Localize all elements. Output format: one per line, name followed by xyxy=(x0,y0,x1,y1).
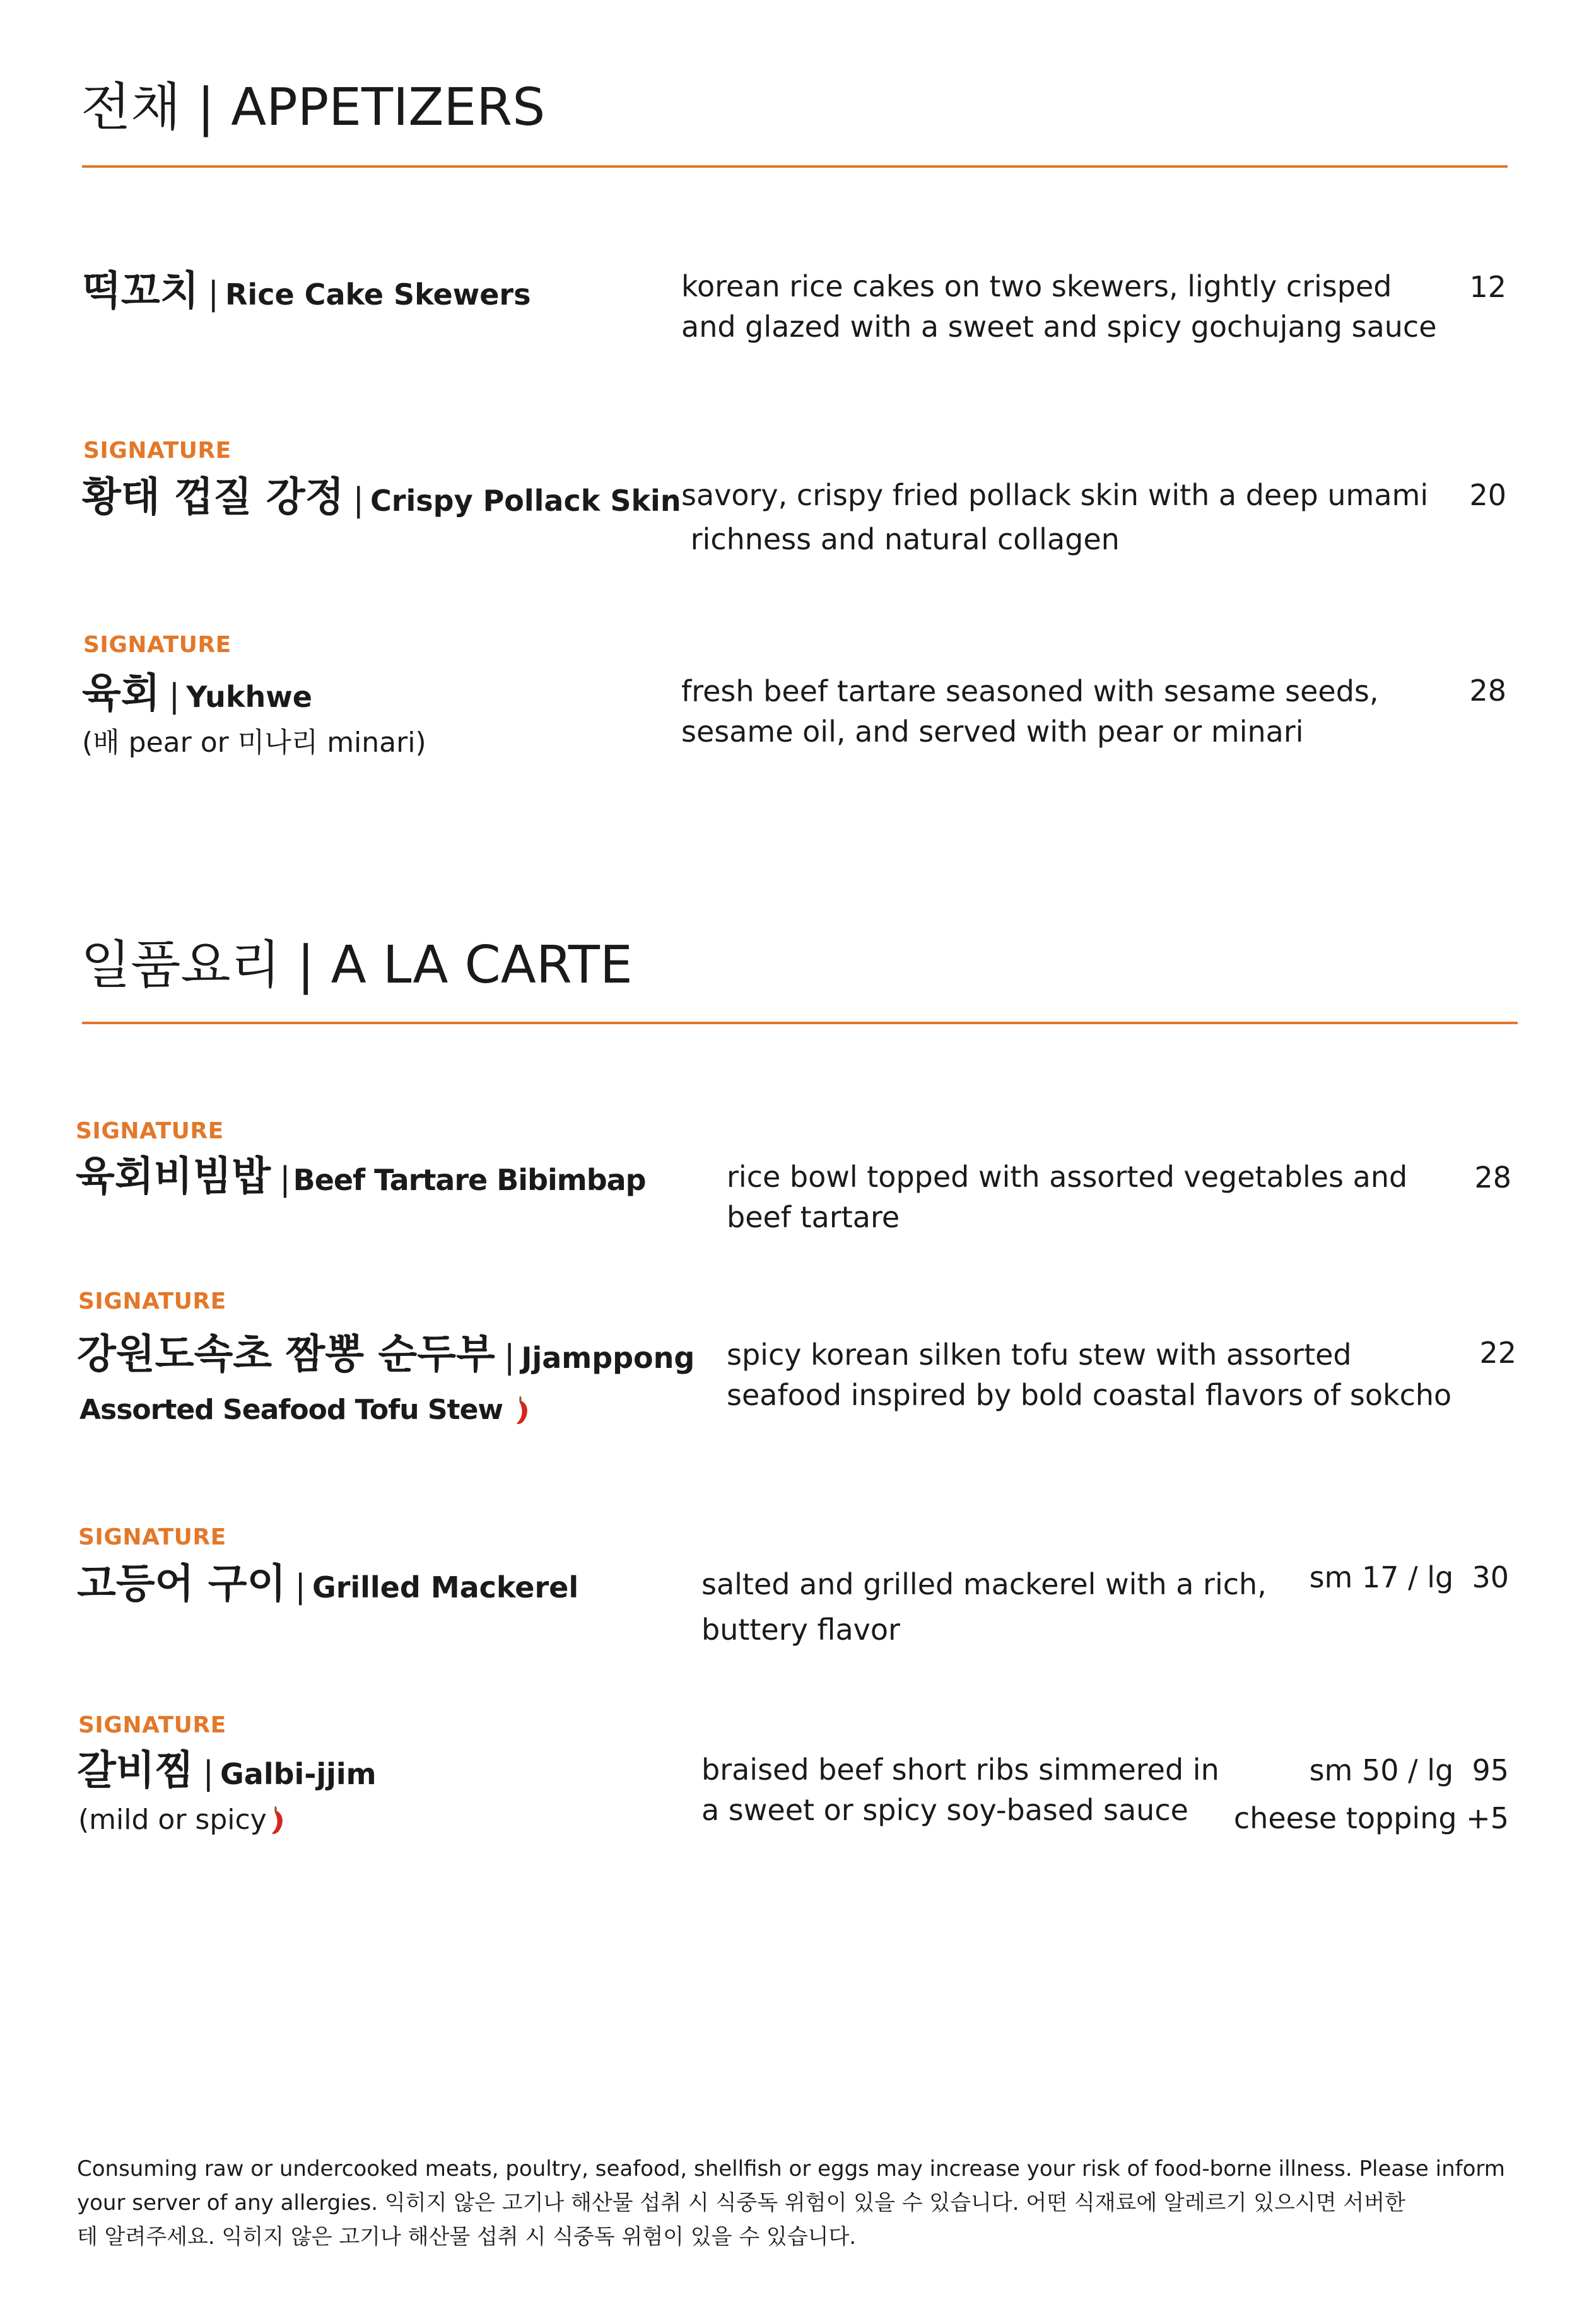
item-subtitle-text: (mild or spicy xyxy=(78,1804,267,1836)
description-line: a sweet or spicy soy-based sauce xyxy=(701,1793,1188,1827)
item-korean-name: 육회 xyxy=(82,670,160,717)
signature-tag: SIGNATURE xyxy=(83,632,232,658)
signature-tag: SIGNATURE xyxy=(83,438,232,464)
item-english-name: Yukhwe xyxy=(186,680,312,714)
item-description xyxy=(727,1334,1451,1415)
name-separator: | xyxy=(168,677,180,715)
item-price: 22 xyxy=(1479,1336,1516,1370)
disclaimer-line: 테 알려주세요. 익히지 않은 고기나 해산물 섭취 시 식중독 위험이 있을 수 있습니다. xyxy=(77,2224,857,2250)
item-description xyxy=(701,1749,1219,1830)
chili-pepper-icon xyxy=(514,1395,531,1425)
item-price: sm 50 / lg 95 xyxy=(1309,1753,1509,1787)
disclaimer-line: your server of any allergies. 익히지 않은 고기나 해산물 섭취 시 식중독 위험이 있을 수 있습니다. 어떤 식재료에 알레르기 있으시면 서버한 xyxy=(77,2190,1405,2216)
description-line: savory, crispy fried pollack skin with a deep umami xyxy=(681,478,1429,512)
item-description xyxy=(727,1157,1407,1237)
item-description xyxy=(701,1562,1267,1652)
item-price-extra: cheese topping +5 xyxy=(1233,1801,1509,1835)
item-price: 28 xyxy=(1469,674,1506,708)
menu-item-name-jjamppong xyxy=(77,1331,695,1378)
allergy-disclaimer xyxy=(77,2152,1505,2254)
description-line: salted and grilled mackerel with a rich, xyxy=(701,1567,1267,1601)
item-description xyxy=(681,266,1437,347)
menu-item-name-rice-cake-skewers xyxy=(82,268,531,315)
description-line: and glazed with a sweet and spicy gochujang sauce xyxy=(681,310,1437,344)
description-line: sesame oil, and served with pear or minari xyxy=(681,715,1304,749)
menu-item-name-yukhwe xyxy=(82,670,312,717)
item-korean-name: 육회비빔밥 xyxy=(76,1153,271,1200)
name-separator: | xyxy=(202,1755,214,1792)
section-title-alacarte: 일품요리 | A LA CARTE xyxy=(81,935,633,995)
item-price: 28 xyxy=(1474,1160,1511,1194)
item-description xyxy=(681,671,1379,752)
item-description xyxy=(681,473,1428,561)
section-title-appetizers: 전채 | APPETIZERS xyxy=(81,78,546,137)
item-subtitle xyxy=(78,1805,286,1835)
menu-item-name-beef-tartare-bibimbap xyxy=(76,1153,646,1200)
description-line: korean rice cakes on two skewers, lightly crisped xyxy=(681,269,1392,303)
item-korean-name: 갈비찜 xyxy=(77,1748,194,1794)
signature-tag: SIGNATURE xyxy=(78,1288,226,1314)
menu-item-name-grilled-mackerel xyxy=(77,1561,579,1608)
item-price: sm 17 / lg 30 xyxy=(1309,1560,1509,1594)
item-subtitle xyxy=(79,1395,531,1425)
section-divider-alacarte xyxy=(82,1022,1518,1024)
item-subtitle-text: Assorted Seafood Tofu Stew xyxy=(79,1394,503,1426)
section-divider-appetizers xyxy=(82,165,1508,168)
item-korean-name: 떡꼬치 xyxy=(82,268,199,315)
name-separator: | xyxy=(208,275,220,313)
description-line: buttery flavor xyxy=(701,1613,900,1647)
item-price: 20 xyxy=(1469,478,1506,512)
description-line: seafood inspired by bold coastal flavors of sokcho xyxy=(727,1378,1452,1412)
name-separator: | xyxy=(503,1338,515,1376)
chili-pepper-icon xyxy=(269,1805,286,1835)
item-english-name: Crispy Pollack Skin xyxy=(370,484,681,518)
description-line: richness and natural collagen xyxy=(681,522,1120,556)
signature-tag: SIGNATURE xyxy=(76,1118,224,1144)
item-english-name: Rice Cake Skewers xyxy=(225,277,531,312)
description-line: fresh beef tartare seasoned with sesame seeds, xyxy=(681,674,1379,708)
item-english-name: Jjamppong xyxy=(521,1341,695,1375)
description-line: beef tartare xyxy=(727,1200,900,1234)
name-separator: | xyxy=(295,1568,306,1606)
signature-tag: SIGNATURE xyxy=(78,1712,226,1738)
disclaimer-line: Consuming raw or undercooked meats, poultry, seafood, shellfish or eggs may increase your risk of food-borne illness. Please inform xyxy=(77,2156,1505,2181)
name-separator: | xyxy=(353,481,365,519)
description-line: spicy korean silken tofu stew with assorted xyxy=(727,1338,1352,1372)
item-price: 12 xyxy=(1469,270,1506,304)
item-korean-name: 황태 껍질 강정 xyxy=(82,474,344,521)
item-english-name: Galbi-jjim xyxy=(220,1757,377,1791)
menu-item-name-crispy-pollack-skin xyxy=(82,474,681,521)
description-line: braised beef short ribs simmered in xyxy=(701,1753,1219,1787)
name-separator: | xyxy=(279,1160,291,1198)
item-english-name: Beef Tartare Bibimbap xyxy=(293,1163,646,1197)
item-korean-name: 강원도속초 짬뽕 순두부 xyxy=(77,1331,495,1378)
item-english-name: Grilled Mackerel xyxy=(312,1570,579,1604)
description-line: rice bowl topped with assorted vegetables and xyxy=(727,1160,1408,1194)
menu-item-name-galbi-jjim xyxy=(77,1748,377,1794)
item-subtitle: (배 pear or 미나리 minari) xyxy=(82,727,426,759)
signature-tag: SIGNATURE xyxy=(78,1524,226,1550)
item-korean-name: 고등어 구이 xyxy=(77,1561,286,1608)
